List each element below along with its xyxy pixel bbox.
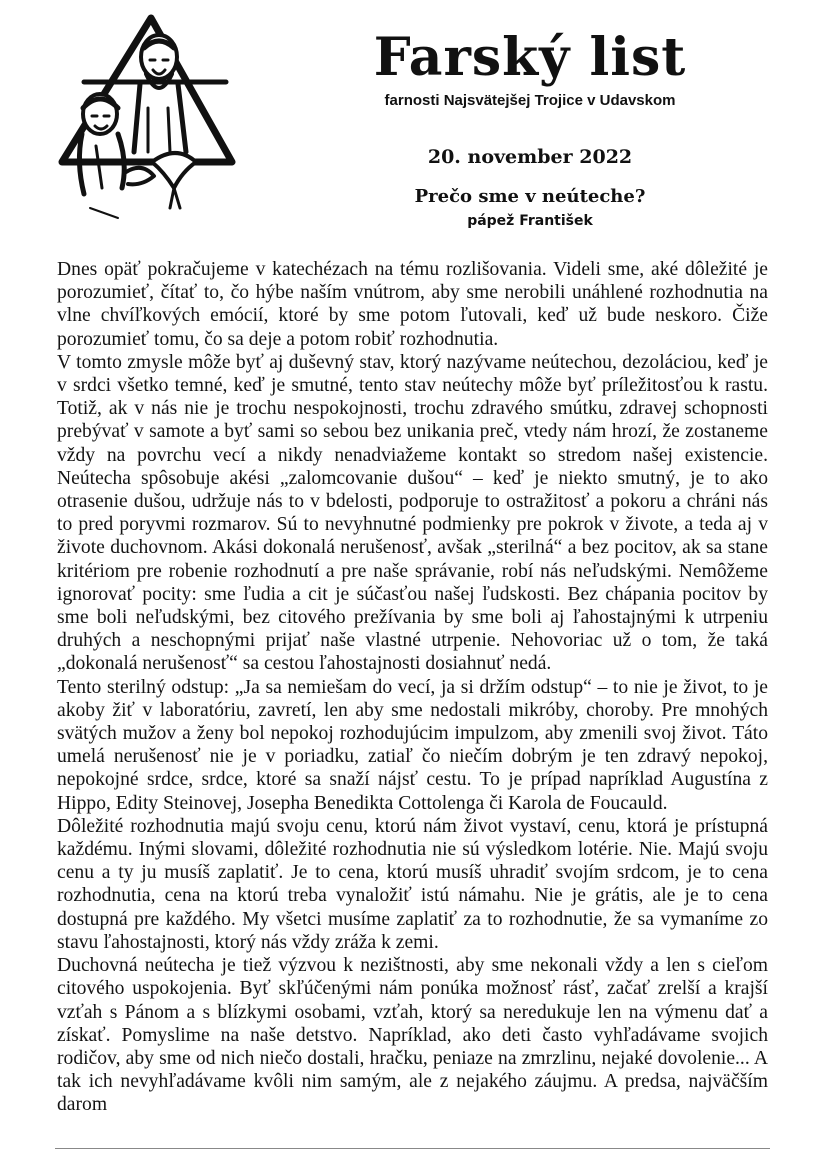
article-paragraph: Tento sterilný odstup: „Ja sa nemiešam do vecí, ja si držím odstup“ – to nie je život, to je akoby žiť v laboratóriu, zavretí, len aby sme nedostali mikróby, choroby. Pre mnohých svätých mužov a ženy bol nepokoj rozhodujúcim impulzom, aby zmenili svoj život. Táto umelá nerušenosť nie je v poriadku, zatiaľ čo niečím dobrým je ten zdravý nepokoj, nepokojné srdce, srdce, ktoré sa snaží nájsť cestu. To je prípad napríklad Augustína z Hippo, Edity Steinovej, Josepha Benedikta Cottolenga či Karola de Foucauld. (57, 676, 768, 814)
article-author: pápež František (467, 213, 593, 229)
article-title: Prečo sme v neúteche? (414, 186, 646, 207)
article-paragraph: Dnes opäť pokračujeme v katechézach na tému rozlišovania. Videli sme, aké dôležité je porozumieť, čítať to, čo hýbe naším vnútrom, aby sme nerobili unáhlené rozhodnutia na vlne chvíľkových emócií, ktoré by sme potom ľutovali, keď už bude neskoro. Čiže porozumieť tomu, čo sa deje a potom robiť rozhodnutia. (57, 259, 768, 350)
page-bottom-divider (55, 1148, 770, 1149)
trinity-illustration-icon (56, 12, 236, 222)
article-paragraph: V tomto zmysle môže byť aj duševný stav, ktorý nazývame neútechou, dezoláciou, keď je v srdci všetko temné, keď je smutné, tento stav neútechy môže byť príležitosťou k rastu. Totiž, ak v nás nie je trochu nespokojnosti, trochu zdravého smútku, zdravej schopnosti prebývať v samote a byť sami so sebou bez unikania preč, vtedy nám hrozí, že zostaneme vždy na povrchu vecí a nikdy nenadviažeme kontakt so stredom našej existencie. Neútecha spôsobuje akési „zalomcovanie dušou“ – keď je niekto smutný, je to ako otrasenie dušou, udržuje nás to v bdelosti, podporuje to ostražitosť a pokoru a chráni nás to pred poryvmi rozmarov. Sú to nevyhnutné podmienky pre pokrok v živote, a teda aj v živote duchovnom. Akási dokonalá nerušenosť, avšak „sterilná“ a bez pocitov, ak sa stane kritériom pre robenie rozhodnutí a pre naše správanie, robí nás neľudskými. Nemôžeme ignorovať pocity: sme ľudia a cit je súčasťou našej ľudskosti. Bez chápania pocitov by sme boli neľudskými, bez citového prežívania by sme boli aj ľahostajnými k utrpeniu druhých a neschopnými prijať naše vlastné utrpenie. Nehovoriac už o tom, že taká „dokonalá nerušenosť“ sa cestou ľahostajnosti dosiahnuť nedá. (57, 351, 768, 675)
parish-subtitle: farnosti Najsvätejšej Trojice v Udavskom (384, 92, 676, 109)
newsletter-title: Farský list (373, 27, 687, 88)
article-paragraph: Dôležité rozhodnutia majú svoju cenu, ktorú nám život vystaví, cenu, ktorá je prístupná každému. Inými slovami, dôležité rozhodnutia nie sú výsledkom lotérie. Nie. Majú svoju cenu a ty ju musíš zaplatiť. Je to cena, ktorú musíš uhradiť svojím srdcom, je to cena rozhodnutia, cena na ktorú treba vynaložiť istú námahu. Nie je grátis, ale je to cena dostupná pre každého. My všetci musíme zaplatiť za to rozhodnutie, že sa vymaníme zo stavu ľahostajnosti, ktorý nás vždy zráža k zemi. (57, 815, 768, 953)
article-body (57, 258, 768, 1117)
masthead (330, 26, 730, 109)
article-paragraph: Duchovná neútecha je tiež výzvou k nezištnosti, aby sme nekonali vždy a len s cieľom citového uspokojenia. Byť skľúčenými nám ponúka možnosť rásť, začať zrelší a krajší vzťah s Pánom a s blízkymi osobami, vzťah, ktorý sa neredukuje len na výmenu dať a získať. Pomyslime na naše detstvo. Napríklad, ako deti často vyhľadávame svojich rodičov, aby sme od nich niečo dostali, hračku, peniaze na zmrzlinu, nejaké dovolenie... A tak ich nevyhľadávame kvôli nim samým, ale z nejakého záujmu. A predsa, najväčším darom (57, 955, 768, 1116)
issue-date: 20. november 2022 (427, 146, 633, 168)
